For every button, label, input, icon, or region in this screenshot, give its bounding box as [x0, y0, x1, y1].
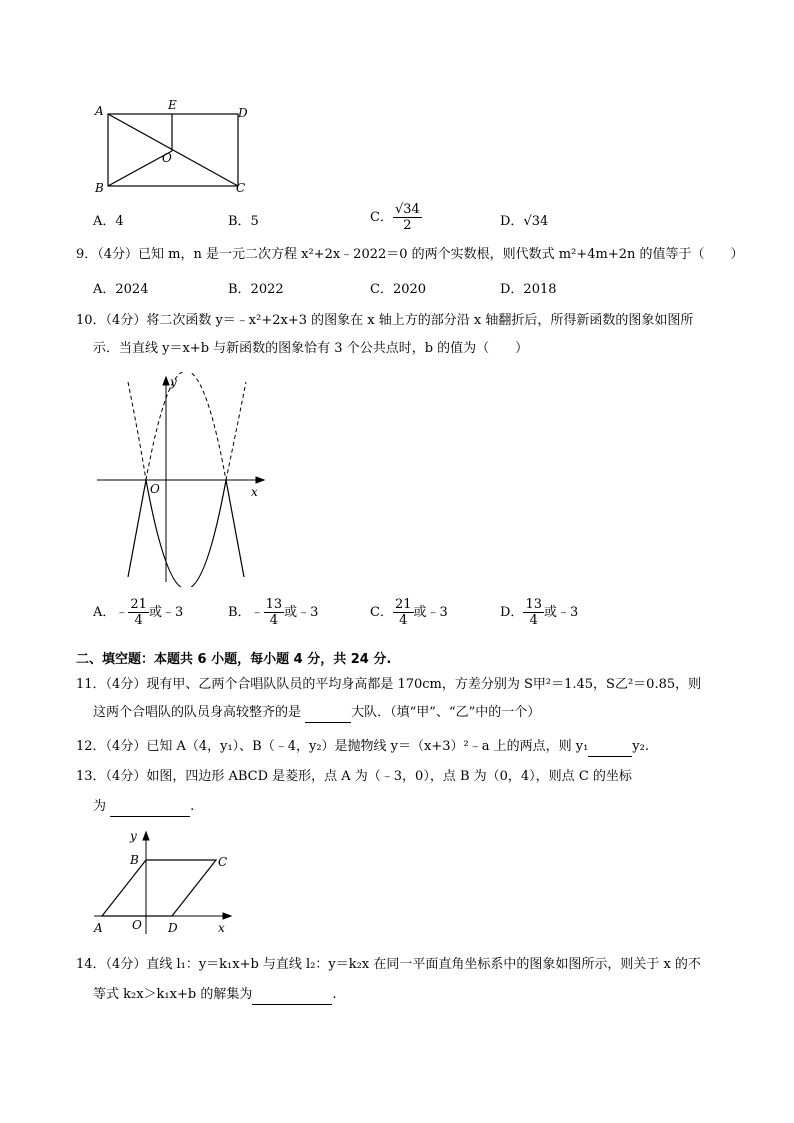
q12-stem	[76, 738, 649, 757]
q10-c-numerator: 21	[394, 597, 412, 612]
label-a: A	[95, 104, 104, 118]
q10-d-fraction	[523, 597, 544, 628]
q9-option-d[interactable]: D．2018	[500, 282, 557, 297]
q8-option-b[interactable]: B．5	[228, 214, 259, 229]
q10-b-denominator: 4	[269, 613, 278, 628]
q8-c-numerator: √34	[394, 202, 420, 217]
graph-label-y: y	[170, 375, 177, 389]
q10-d-prefix: D．	[500, 605, 524, 620]
q10-a-denominator: 4	[134, 613, 143, 628]
fig13-label-o: O	[132, 918, 142, 932]
x-axis-arrow	[256, 477, 264, 483]
fig13-label-d: D	[168, 921, 178, 935]
q8-option-c[interactable]	[370, 202, 422, 233]
q10-c-suffix: 或﹣3	[413, 605, 448, 620]
dashed-arch	[146, 372, 226, 480]
rhombus-abcd	[102, 860, 216, 916]
label-e: E	[168, 98, 177, 112]
q10-c-denominator: 4	[399, 613, 408, 628]
q10-option-c[interactable]	[370, 597, 448, 628]
q14-stem-line2	[93, 986, 336, 1005]
q10-option-a[interactable]: A．﹣ $\frac{21}{4}$ 或﹣3	[93, 597, 184, 628]
q10-b-numerator: 13	[265, 597, 283, 612]
q8-option-c-prefix: C．	[370, 210, 393, 225]
q9-option-a[interactable]: A．2024	[93, 282, 149, 297]
q10-option-d[interactable]	[500, 597, 578, 628]
q10-d-denominator: 4	[529, 613, 538, 628]
dashed-left-upper	[128, 382, 146, 480]
q12-answer-blank[interactable]	[588, 738, 632, 757]
q14-text-after-blank: .	[332, 987, 337, 1002]
q8-c-denominator: 2	[403, 218, 412, 233]
q8-option-c-fraction	[393, 202, 422, 233]
label-b: B	[95, 181, 104, 195]
q10-c-fraction	[393, 597, 414, 628]
q13-text-after-blank: .	[190, 799, 195, 814]
q10-b-fraction	[264, 597, 285, 628]
fig13-label-b: B	[130, 853, 139, 867]
q13-stem-line2	[93, 798, 194, 817]
q10-a-suffix: 或﹣3	[148, 605, 184, 620]
fig13-label-y: y	[130, 829, 137, 843]
q8-option-d-prefix: D．	[500, 214, 524, 229]
q14-answer-blank[interactable]	[252, 986, 332, 1005]
q8-option-a[interactable]: A．4	[93, 214, 124, 229]
q12-text-before-blank: 12．（4分）已知 A（4，y₁）、B（﹣4，y₂）是抛物线 y＝（x+3）²﹣a 上的两点，则 y₁	[76, 739, 589, 754]
q10-c-prefix: C．	[370, 605, 393, 620]
q8-option-d[interactable]	[500, 210, 548, 229]
q8-figure	[90, 95, 260, 200]
q13-figure	[90, 826, 240, 938]
q9-stem: 9．（4分）已知 m，n 是一元二次方程 x²+2x﹣2022＝0 的两个实数根，则代数式 m²+4m+2n 的值等于（ ）	[76, 247, 744, 262]
q12-text-after-blank: y₂.	[632, 739, 649, 754]
q10-b-suffix: 或﹣3	[284, 605, 319, 620]
q10-stem-line2: 示．当直线 y＝x+b 与新函数的图象恰有 3 个公共点时，b 的值为（ ）	[93, 341, 529, 356]
section-fill-in-heading: 二、填空题：本题共 6 小题，每小题 4 分，共 24 分.	[76, 652, 392, 667]
q10-b-prefix: B．	[228, 605, 251, 620]
q11-answer-blank[interactable]	[305, 704, 351, 723]
y-axis-arrow	[143, 832, 149, 840]
fig13-label-x: x	[218, 921, 225, 935]
q10-d-suffix: 或﹣3	[543, 605, 579, 620]
fig13-label-a: A	[94, 921, 103, 935]
fig13-label-c: C	[218, 855, 228, 869]
q10-a-prefix: A．	[93, 605, 116, 620]
graph-label-o: O	[150, 482, 160, 496]
q10-stem-line1: 10．（4分）将二次函数 y＝﹣x²+2x+3 的图象在 x 轴上方的部分沿 x 轴翻折后，所得新函数的图象如图所	[76, 313, 694, 328]
q10-option-b[interactable]: B．﹣ $\frac{13}{4}$ 或﹣3	[228, 597, 319, 628]
q13-text-before-blank: 为	[93, 799, 107, 814]
q10-a-fraction	[128, 597, 149, 628]
solid-left-branch	[128, 480, 146, 577]
solid-flipped-arch	[146, 480, 226, 587]
q10-graph	[92, 372, 277, 587]
graph-label-x: x	[251, 485, 258, 499]
q9-option-b[interactable]: B．2022	[228, 282, 284, 297]
q13-stem-line1: 13．（4分）如图，四边形 ABCD 是菱形，点 A 为（﹣3，0），点 B 为（0，4），则点 C 的坐标	[76, 769, 632, 784]
q11-text-before-blank: 这两个合唱队的队员身高较整齐的是	[93, 705, 302, 720]
q13-answer-blank[interactable]	[110, 798, 190, 817]
q14-stem-line1: 14．（4分）直线 l₁：y＝k₁x+b 与直线 l₂：y＝k₂x 在同一平面直角坐标系中的图象如图所示，则关于 x 的不	[76, 957, 701, 972]
q10-d-numerator: 13	[525, 597, 542, 612]
q11-stem-line1: 11．（4分）现有甲、乙两个合唱队队员的平均身高都是 170cm，方差分别为 S甲²＝1.45，S乙²＝0.85，则	[76, 677, 702, 692]
label-o: O	[162, 151, 172, 165]
q9-option-c[interactable]: C．2020	[370, 282, 427, 297]
q11-stem-line2	[93, 704, 540, 723]
q11-text-after-blank: 大队．（填“甲”、“乙”中的一个）	[351, 705, 541, 720]
x-axis-arrow	[223, 913, 231, 919]
q8-option-d-value: √34	[523, 214, 549, 229]
solid-right-branch	[226, 480, 244, 577]
dashed-right-upper	[226, 382, 246, 480]
y-axis-arrow	[163, 377, 169, 385]
label-c: C	[236, 181, 246, 195]
q10-a-numerator: 21	[130, 597, 147, 612]
q14-text-before-blank: 等式 k₂x＞k₁x+b 的解集为	[93, 987, 253, 1002]
label-d: D	[238, 106, 248, 120]
